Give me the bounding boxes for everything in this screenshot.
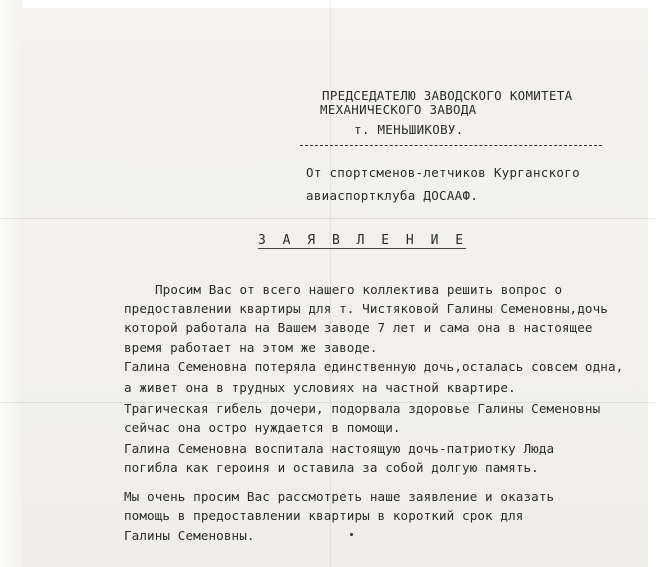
ink-dot (350, 533, 353, 536)
addressee-separator (300, 145, 602, 146)
body-line-2: предоставлении квартиры для т. Чистяковой Галины Семеновны,дочь (124, 301, 608, 316)
document-title: З А Я В Л Е Н И Е (258, 233, 468, 248)
sender-line-2: авиаспортклуба ДОСААФ. (306, 188, 479, 203)
body-line-11: Мы очень просим Вас рассмотреть наше заявление и оказать (124, 489, 555, 504)
body-line-6: а живет она в трудных условиях на частной квартире. (124, 380, 516, 395)
paper-edge-top (0, 0, 656, 8)
paper-fold-horizontal (0, 218, 656, 219)
addressee-line-2: МЕХАНИЧЕСКОГО ЗАВОДА (320, 102, 477, 117)
body-line-9: Галина Семеновна воспитала настоящую дочь-патриотку Люда (124, 441, 555, 456)
body-line-7: Трагическая гибель дочери, подорвала здоровье Галины Семеновны (124, 401, 601, 416)
paper-edge-right (648, 0, 656, 567)
body-line-1: Просим Вас от всего нашего коллектива решить вопрос о (155, 282, 563, 297)
body-line-13: Галины Семеновны. (124, 528, 255, 543)
addressee-line-1: ПРЕДСЕДАТЕЛЮ ЗАВОДСКОГО КОМИТЕТА (322, 88, 573, 103)
body-line-5: Галина Семеновна потеряла единственную дочь,осталась совсем одна, (124, 359, 624, 374)
addressee-name: т. МЕНЬШИКОВУ. (354, 122, 464, 137)
sender-line-1: От спортсменов-летчиков Курганского (306, 165, 580, 180)
body-line-8: сейчас она остро нуждается в помощи. (124, 420, 401, 435)
body-line-4: время работает на этом же заводе. (124, 340, 378, 355)
body-line-10: погибла как героиня и оставила за собой долгую память. (124, 460, 539, 475)
body-line-12: помощь в предоставлении квартиры в короткий срок для (124, 508, 524, 523)
paper-edge-left (0, 0, 22, 567)
body-line-3: которой работала на Вашем заводе 7 лет и сама она в настоящее (124, 320, 593, 335)
title-underline (258, 248, 466, 249)
